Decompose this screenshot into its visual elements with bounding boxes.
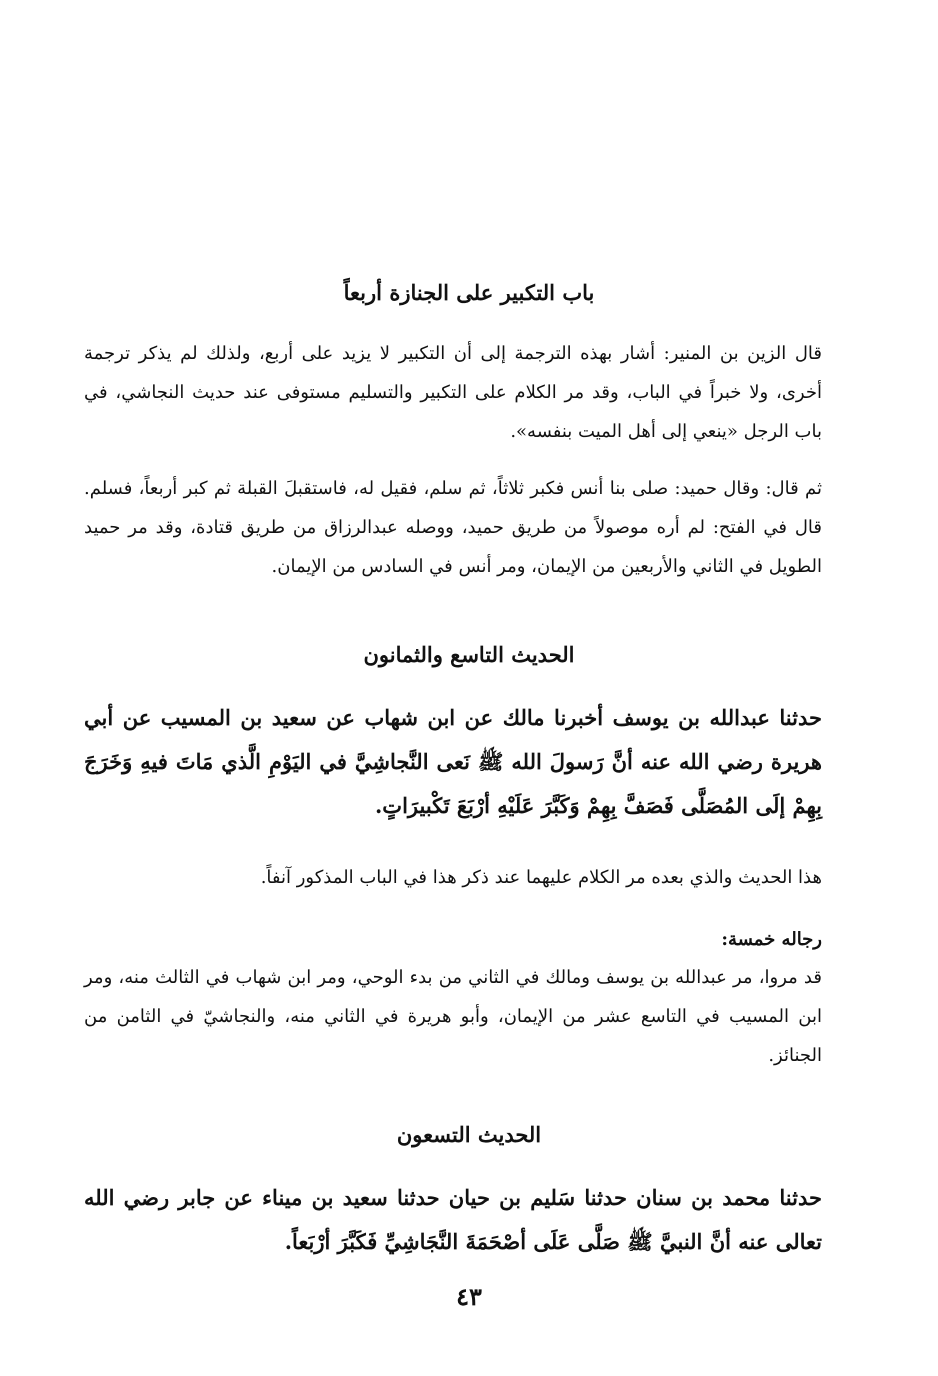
hadith-90-matn: أنَّ النبيَّ ﷺ صَلَّى عَلَى أصْحَمَةَ النَّجَاشِيِّ فَكَبَّرَ أرْبَعاً. [284,1229,731,1254]
narrators-paragraph: قد مروا، مر عبدالله بن يوسف ومالك في الثاني من بدء الوحي، ومر ابن شهاب في الثالث منه، ومر ابن المسيب في التاسع عشر من الإيمان، وأبو هريرة في الثاني منه، والنجاشيّ في الثامن من الجنائز. [84,967,822,1066]
hadith-90-text [84,1176,822,1264]
commentary-paragraph-1: قال الزين بن المنير: أشار بهذه الترجمة إلى أن التكبير لا يزيد على أربع، ولذلك لم يذكر ترجمة أخرى، ولا خبراً في الباب، وقد مر الكلام على التكبير والتسليم مستوفى عند حديث النجاشي، في باب الرجل «ينعي إلى أهل الميت بنفسه». [84,343,822,442]
hadith-89-commentary: هذا الحديث والذي بعده مر الكلام عليهما عند ذكر هذا في الباب المذكور آنفاً. [260,867,822,888]
hadith-90-isnad: حدثنا محمد بن سنان حدثنا سَليم بن حيان حدثنا سعيد بن ميناء عن جابر رضي الله تعالى عنه [84,1185,822,1254]
chapter-heading: باب التكبير على الجنازة أربعاً [343,280,595,305]
narrators-heading: رجاله خمسة: [721,929,822,950]
hadith-90-heading: الحديث التسعون [396,1122,542,1147]
hadith-89-heading: الحديث التاسع والثمانون [363,642,575,667]
hadith-89-matn: أنَّ رَسولَ الله ﷺ نَعى النَّجاشِيَّ في اليَوْمِ الَّذي مَاتَ فيهِ وَخَرَجَ بِهِمْ إلَى المُصَلَّى فَصَفَّ بِهِمْ وَكَبَّرَ عَلَيْهِ أرْبَعَ تَكْبيرَاتٍ. [84,749,822,818]
commentary-paragraph-2: ثم قال: وقال حميد: صلى بنا أنس فكبر ثلاثاً، ثم سلم، فقيل له، فاستقبلَ القبلة ثم كبر أربعاً، فسلم. قال في الفتح: لم أره موصولاً من طريق حميد، ووصله عبدالرزاق من طريق قتادة، وقد مر حميد الطويل في الثاني والأربعين من الإيمان، ومر أنس في السادس من الإيمان. [84,478,822,577]
page-number: ٤٣ [456,1282,482,1311]
hadith-89-isnad: حدثنا عبدالله بن يوسف أخبرنا مالك عن ابن شهاب عن سعيد بن المسيب عن أبي هريرة رضي الله عنه [84,705,823,774]
hadith-89-text [84,696,822,828]
